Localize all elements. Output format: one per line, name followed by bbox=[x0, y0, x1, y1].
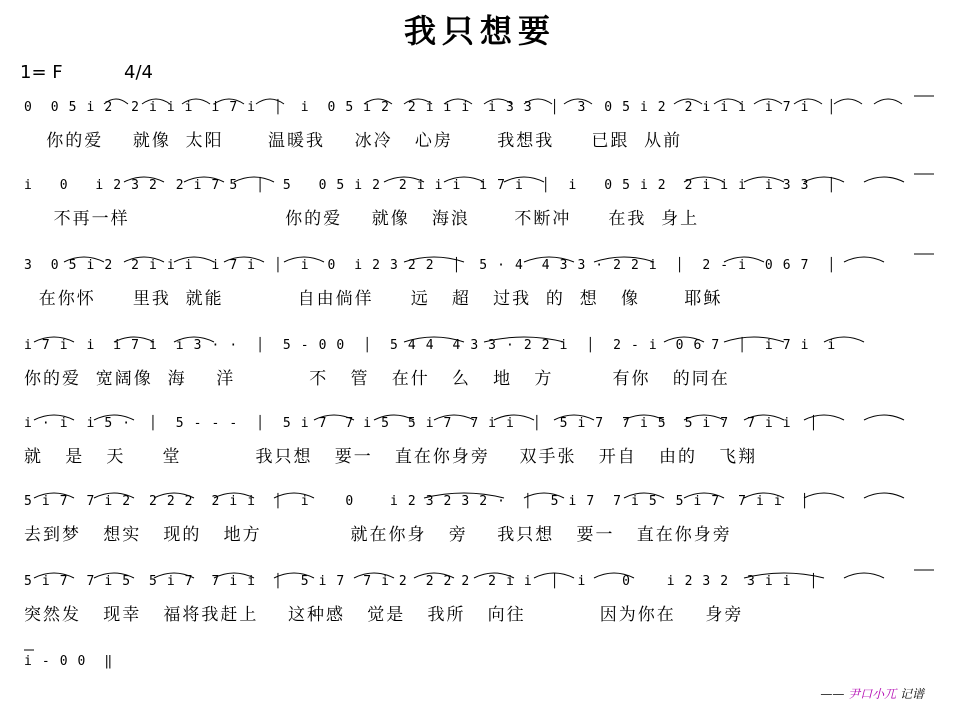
lyrics-line-1: 你的爱 就像 太阳 温暖我 冰冷 心房 我想我 已跟 从前 bbox=[24, 131, 683, 151]
staff-line-2 bbox=[24, 170, 936, 234]
staff-line-1 bbox=[24, 92, 936, 156]
time-signature: 4/4 bbox=[124, 62, 153, 83]
staff-line-8 bbox=[24, 646, 936, 710]
notes-line-6: 5 i 7 7 i 2 2 2 2 2 i i │ i 0 i 2 3 2 3 2 · │ 5 i 7 7 i 5 5 i 7 7 i i │ bbox=[24, 494, 810, 509]
notes-line-4: i 7 i i i 7 i i 3 · · │ 5 - 0 0 │ 5 4 4 4 3 3 · 2 2 i │ 2 - i 0 6 7 │ i 7 i i bbox=[24, 338, 837, 353]
song-title: 我只想要 bbox=[403, 12, 556, 50]
notes-line-7: 5 i 7 7 i 5 5 i 7 7 i i │ 5 i 7 7 i 2 2 2 2 2 i i │ i 0 i 2 3 2 3 i i │ bbox=[24, 574, 819, 589]
credit-dash: —— bbox=[820, 687, 845, 701]
transcriber-credit bbox=[820, 685, 924, 702]
staff-line-3 bbox=[24, 250, 936, 314]
lyrics-line-7: 突然发 现幸 福将我赶上 这种感 觉是 我所 向往 因为你在 身旁 bbox=[24, 605, 744, 625]
staff-line-5 bbox=[24, 408, 936, 472]
lyrics-line-5: 就 是 天 堂 我只想 要一 直在你身旁 双手张 开自 由的 飞翔 bbox=[24, 447, 758, 467]
credit-name: 尹口小兀 bbox=[848, 687, 897, 701]
staff-line-4 bbox=[24, 330, 936, 394]
notes-line-3: 3 0 5 i 2 2 i i i i 7 i │ i 0 i 2 3 2 2 │ 5 · 4 4 3 3 · 2 2 i │ 2 - i 0 6 7 │ bbox=[24, 258, 837, 273]
lyrics-line-6: 去到梦 想实 现的 地方 就在你身 旁 我只想 要一 直在你身旁 bbox=[24, 525, 732, 545]
notes-line-2: i 0 i 2 3 2 2 i 7 5 │ 5 0 5 i 2 2 i i i i 7 i │ i 0 5 i 2 2 i i i i 3 3 │ bbox=[24, 178, 837, 193]
key-signature: 1= F bbox=[20, 62, 63, 83]
notes-line-1: 0 0 5 i 2 2 i i i i 7 i │ i 0 5 i 2 2 i i i i 3 3 │ 3 0 5 i 2 2 i i i i 7 i │ bbox=[24, 100, 837, 115]
lyrics-line-3: 在你怀 里我 就能 自由倘佯 远 超 过我 的 想 像 耶稣 bbox=[24, 289, 723, 309]
credit-suffix: 记谱 bbox=[899, 687, 924, 701]
notes-line-8: i - 0 0 ‖ bbox=[24, 654, 114, 669]
staff-line-6 bbox=[24, 486, 936, 550]
staff-line-7 bbox=[24, 566, 936, 630]
lyrics-line-2: 不再一样 你的爱 就像 海浪 不断冲 在我 身上 bbox=[24, 209, 700, 229]
notes-line-5: i · i i 5 · │ 5 - - - │ 5 i 7 7 i 5 5 i 7 7 i i │ 5 i 7 7 i 5 5 i 7 7 i i │ bbox=[24, 416, 819, 431]
lyrics-line-4: 你的爱 宽阔像 海 洋 不 管 在什 么 地 方 有你 的同在 bbox=[24, 369, 730, 389]
